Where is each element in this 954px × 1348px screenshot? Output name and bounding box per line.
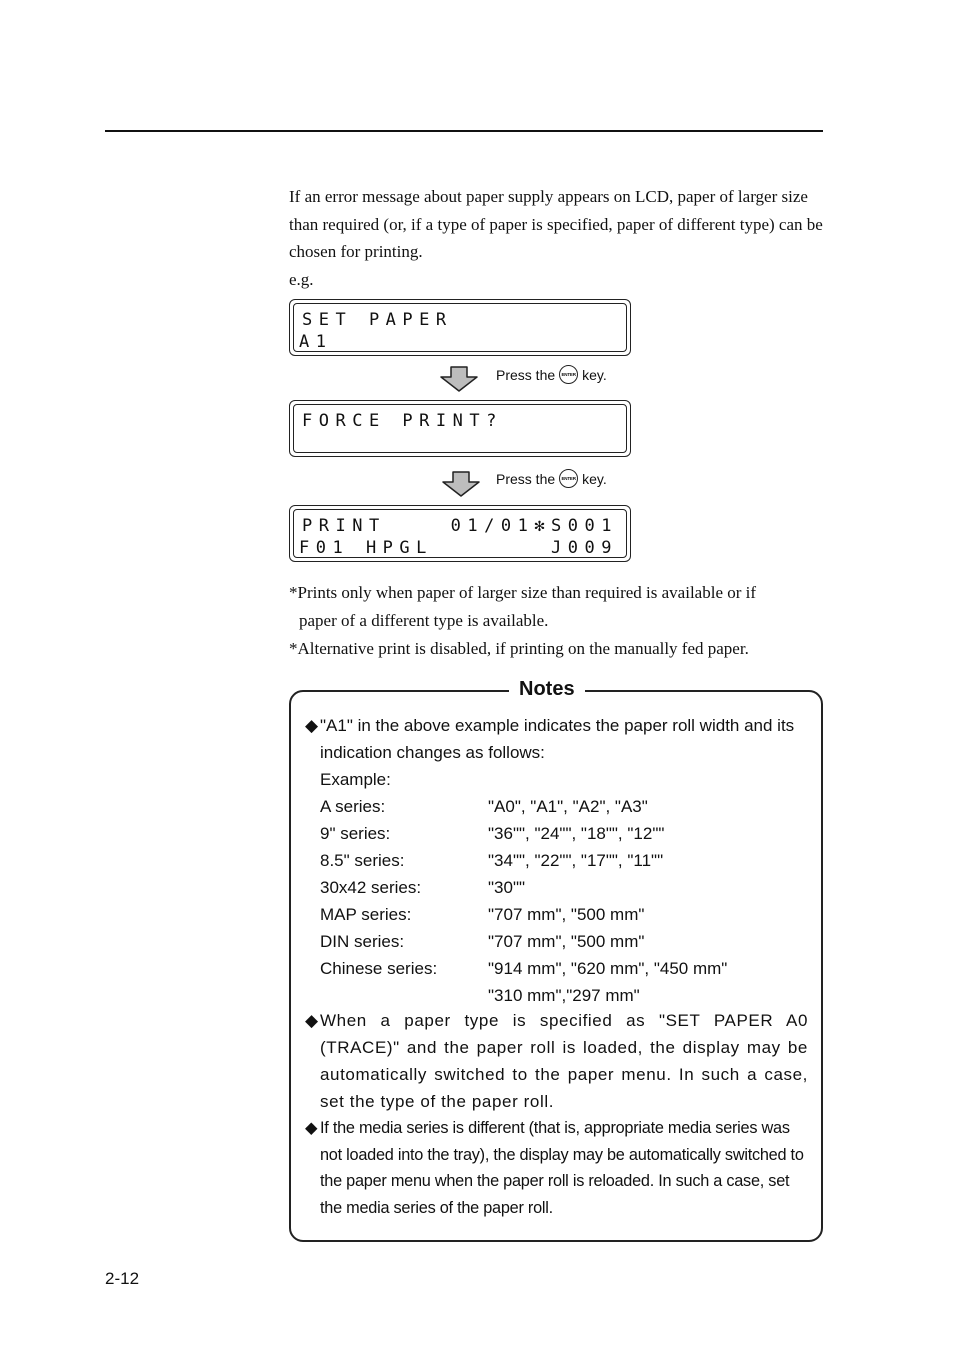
lcd-line-1: FORCE PRINT? [302,411,503,431]
series-row [320,874,808,901]
diamond-bullet-icon: ◆ [305,716,319,735]
diamond-bullet-icon: ◆ [305,1011,319,1030]
enter-key-icon: ENTER [559,365,578,384]
footnotes [289,579,829,663]
example-label: Example: [320,770,391,789]
page-number: 2-12 [105,1269,140,1288]
key-text: key. [582,366,607,383]
note-3-text: If the media series is different (that is, appropriate media series was not loaded into the tray), the display may be automatically switched to the paper menu when the paper roll is reloaded. In such a case, set the media series of the paper roll. [320,1119,804,1217]
key-text: key. [582,470,607,487]
header-rule [105,130,823,132]
series-values: "310 mm","297 mm" [488,986,640,1005]
eg-label: e.g. [289,269,314,289]
lcd-display-set-paper [289,299,631,356]
series-row [320,820,808,847]
lcd-line-1-left: PRINT [302,516,386,536]
note-2-text: When a paper type is specified as "SET PAPER A0 (TRACE)" and the paper roll is loaded, the display may be automatically switched to the paper menu. In such a case, set the type of the paper roll. [320,1011,808,1111]
intro-text [289,183,829,293]
series-values: "34"", "22"", "17"", "11"" [488,851,664,870]
note-1 [305,712,808,1009]
lcd-line-2-left: F01 HPGL [299,538,433,558]
diamond-bullet-icon: ◆ [305,1119,318,1137]
lcd-line-2-right: J009 [551,538,618,558]
note-1-text: "A1" in the above example indicates the paper roll width and its indication changes as follows: [320,716,795,762]
series-name: MAP series: [320,905,412,924]
series-name: DIN series: [320,932,405,951]
lcd-line-1: SET PAPER [302,310,453,330]
press-text: Press the [496,366,556,383]
press-enter-instruction-1 [496,365,607,384]
series-row [320,793,808,820]
series-values: "707 mm", "500 mm" [488,932,645,951]
note-2 [305,1007,808,1115]
note-3 [305,1115,808,1221]
down-arrow-icon [441,471,481,497]
lcd-line-1-right: 01/01✻S001 [450,516,618,536]
press-enter-instruction-2 [496,469,607,488]
lcd-display-print-status [289,505,631,562]
notes-title: Notes [509,676,585,702]
series-values: "707 mm", "500 mm" [488,905,645,924]
series-values: "914 mm", "620 mm", "450 mm" [488,959,728,978]
series-name: 8.5" series: [320,851,405,870]
series-values: "30"" [488,878,526,897]
series-values: "36"", "24"", "18"", "12"" [488,824,665,843]
series-row [320,982,808,1009]
series-row [320,928,808,955]
series-name: Chinese series: [320,959,438,978]
enter-key-icon: ENTER [559,469,578,488]
series-name: 30x42 series: [320,878,422,897]
series-name: A series: [320,797,386,816]
series-name: 9" series: [320,824,391,843]
series-name [320,982,488,1009]
down-arrow-icon [439,366,479,392]
footnote-1-line-2: paper of a different type is available. [299,611,549,630]
footnote-1-line-1: *Prints only when paper of larger size than required is available or if [289,583,757,602]
footnote-2: *Alternative print is disabled, if printing on the manually fed paper. [289,639,749,658]
intro-paragraph: If an error message about paper supply appears on LCD, paper of larger size than required (or, if a type of paper is specified, paper of different type) can be chosen for printing. [289,187,823,261]
series-values: "A0", "A1", "A2", "A3" [488,797,648,816]
series-row [320,901,808,928]
series-row [320,847,808,874]
series-row [320,955,808,982]
press-text: Press the [496,470,556,487]
lcd-line-2: A1 [299,332,333,352]
lcd-display-force-print [289,400,631,457]
